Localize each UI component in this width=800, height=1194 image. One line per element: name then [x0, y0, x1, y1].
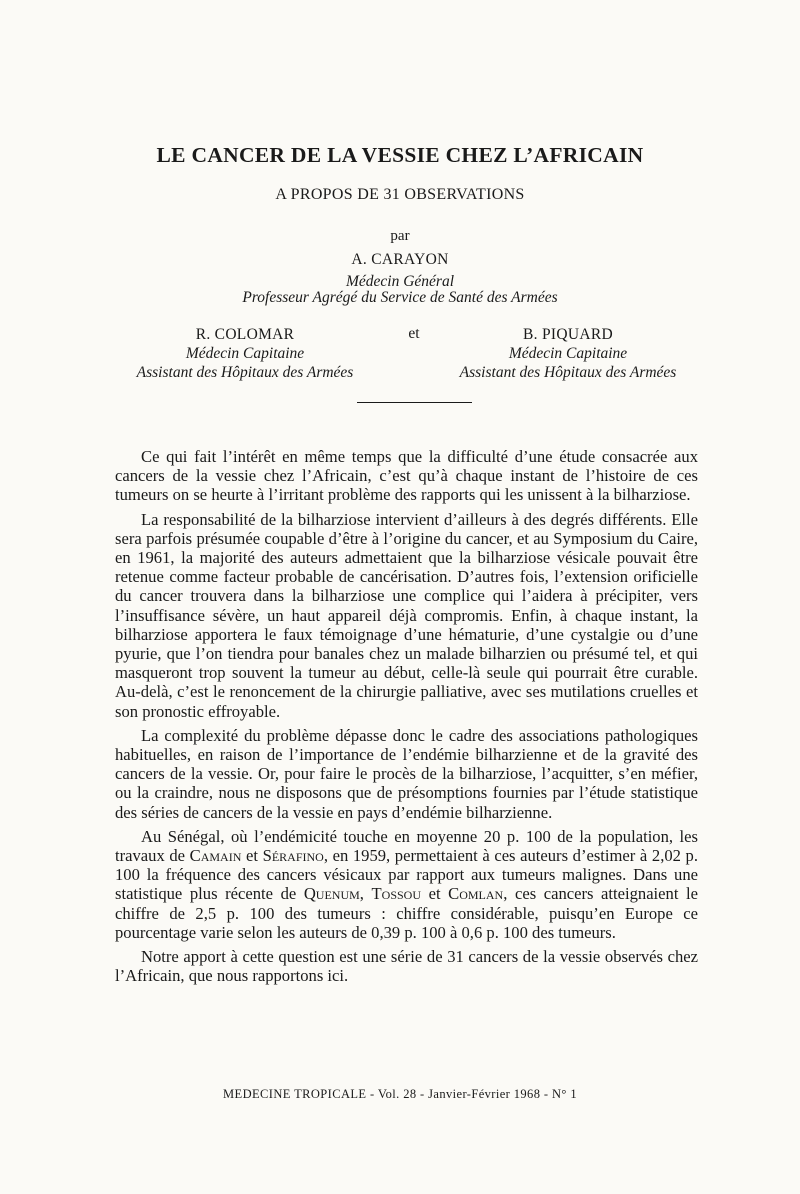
- paragraph-4: [115, 827, 698, 942]
- cited-author-camain: Camain: [189, 846, 242, 866]
- paragraph-4-text-a: Au Sénégal, où l’endémicité touche en moyenne 20 p. 100 de la population, les travaux de: [115, 826, 698, 866]
- main-author-rank: Médecin Général: [345, 273, 455, 290]
- co-author-left: [125, 325, 365, 382]
- cited-author-comlan: Comlan: [448, 884, 504, 904]
- co-author-right: [438, 325, 698, 382]
- paragraph-5: Notre apport à cette question est une série de 31 cancers de la vessie observés chez l’Africain, que nous rapportons ici.: [115, 947, 698, 986]
- paragraph-3: La complexité du problème dépasse donc le cadre des associations pathologiques habituelles, en raison de l’importance de l’endémie bilharzienne et de la gravité des cancers de la vessie. Or, pour faire le procès de la bilharziose, l’acquitter, s’en méfier, ou la craindre, nous ne disposons que de présomptions fournies par l’étude statistique des séries de cancers de la vessie en pays d’endémie bilharzienne.: [115, 725, 698, 822]
- article-body: [115, 447, 698, 990]
- co-author-left-affiliation: Assistant des Hôpitaux des Armées: [136, 364, 354, 381]
- paragraph-2: La responsabilité de la bilharziose intervient d’ailleurs à des degrés différents. Elle sera parfois présumée coupable d’être à l’origine du cancer, et au Symposium du Caire, en 1961, la majorité des auteurs admettaient que la bilharziose vésicale pouvait être retenue comme facteur probable de cancérisation. D’autres fois, l’extension orificielle du cancer trouvera dans la bilharziose une complice qui l’aidera à précipiter, vers l’insuffisance sévère, un haut appareil déjà compromis. Enfin, à chaque instant, la bilharziose apportera le faux témoignage d’une hématurie, d’une cystalgie ou d’une pyurie, que l’on tiendra pour banales chez un malade bilharzien ou présumé tel, et qui masqueront trop souvent la tumeur au début, celle-là seule qui pourrait être curable. Au-delà, c’est le renoncement de la chirurgie palliative, avec ses mutilations cruelles et son pronostic effroyable.: [115, 509, 698, 721]
- byline-par: par: [390, 228, 410, 244]
- paragraph-1: Ce qui fait l’intérêt en même temps que la difficulté d’une étude consacrée aux cancers de la vessie chez l’Africain, c’est qu’à chaque instant de l’histoire de ces tumeurs on se heurte à l’irritant problème des rapports qui les unissent à la bilharziose.: [115, 447, 698, 505]
- paragraph-4-text-d: ,: [359, 884, 372, 904]
- author-conjunction: et: [408, 325, 420, 342]
- paragraph-4-text-c: , en 1959, permettaient à ces auteurs d’estimer à 2,02 p. 100 la fréquence des cancers vésicaux par rapport aux tumeurs malignes. Dans une statistique plus récente de: [115, 846, 699, 904]
- co-author-right-affiliation: Assistant des Hôpitaux des Armées: [459, 364, 677, 381]
- article-title: LE CANCER DE LA VESSIE CHEZ L’AFRICAIN: [156, 143, 644, 167]
- journal-footer: MEDECINE TROPICALE - Vol. 28 - Janvier-Février 1968 - N° 1: [223, 1087, 577, 1101]
- separator-rule: [357, 402, 472, 403]
- paragraph-4-text-e: et: [421, 884, 449, 904]
- paragraph-4-text-b: et: [241, 846, 263, 866]
- co-author-left-name: R. COLOMAR: [195, 326, 295, 343]
- cited-author-tossou: Tossou: [371, 884, 422, 904]
- co-author-right-name: B. PIQUARD: [523, 326, 613, 343]
- article-subtitle: A PROPOS DE 31 OBSERVATIONS: [275, 186, 525, 203]
- co-author-left-rank: Médecin Capitaine: [185, 345, 305, 362]
- cited-author-quenum: Quenum: [303, 884, 360, 904]
- paragraph-4-text-f: , ces cancers atteignaient le chiffre de 2,5 p. 100 des tumeurs : chiffre considérable, puisqu’en Europe ce pourcentage varie selon les auteurs de 0,39 p. 100 à 0,6 p. 100 des tumeurs.: [115, 884, 698, 942]
- co-author-right-rank: Médecin Capitaine: [508, 345, 628, 362]
- cited-author-serafino: Sérafino: [262, 846, 324, 866]
- main-author-name: A. CARAYON: [351, 251, 449, 268]
- main-author-affiliation: Professeur Agrégé du Service de Santé des Armées: [242, 289, 558, 306]
